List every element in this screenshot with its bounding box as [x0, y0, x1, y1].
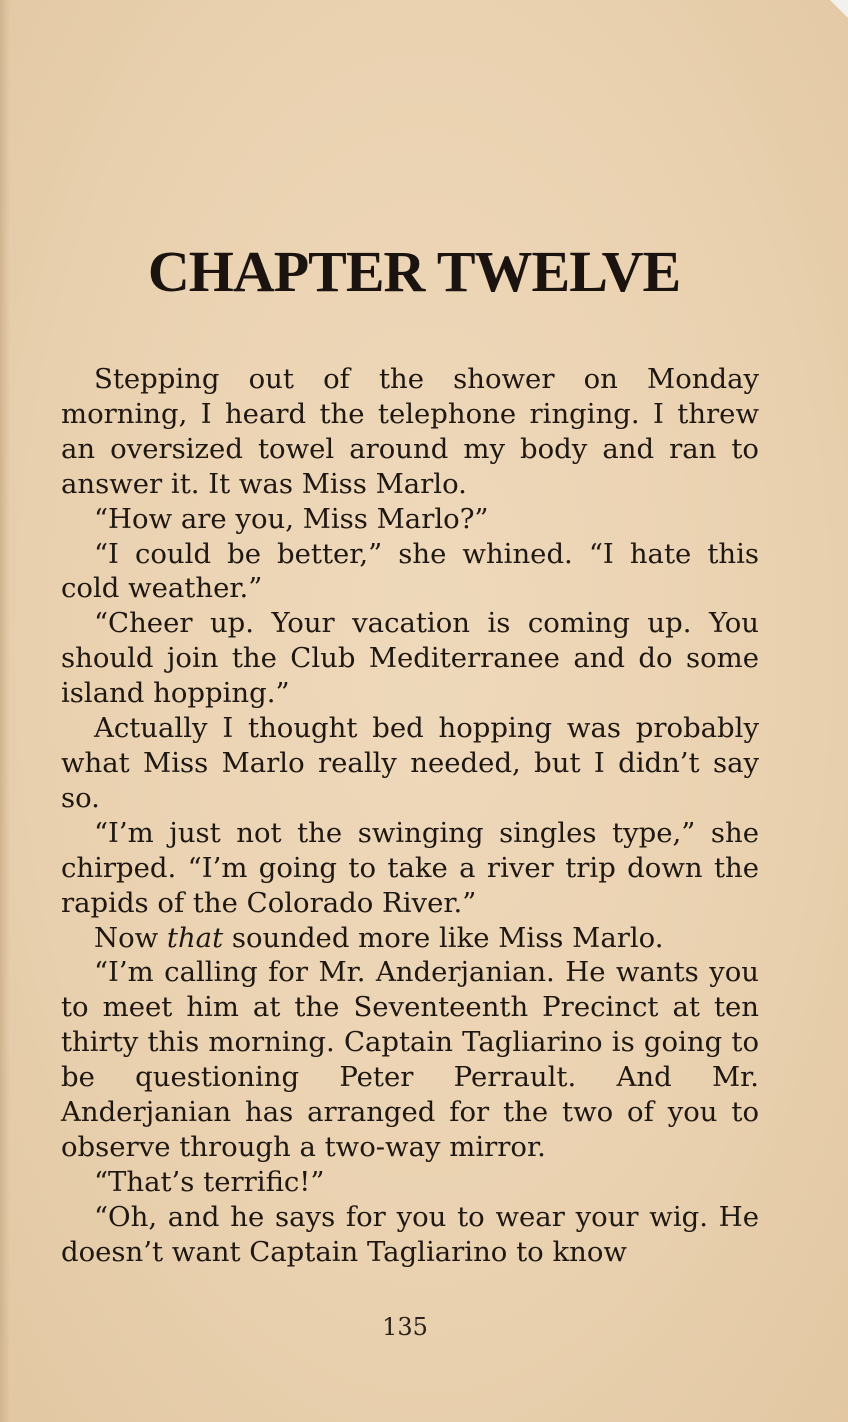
paragraph	[61, 537, 759, 607]
text-run: “How are you, Miss Marlo?”	[94, 502, 489, 535]
text-run: “I could be better,” she whined. “I hate this cold weather.”	[61, 537, 759, 605]
paragraph	[61, 1200, 759, 1270]
text-run: Now	[94, 921, 167, 954]
paragraph	[61, 362, 759, 502]
text-run: Stepping out of the shower on Monday morning, I heard the telephone ringing. I threw an oversized towel around my body and ran to answer it. It was Miss Marlo.	[61, 363, 759, 500]
text-run: “That’s terrific!”	[94, 1165, 325, 1198]
paragraph	[61, 921, 759, 956]
paragraph	[61, 816, 759, 921]
emphasis-text: that	[166, 921, 224, 954]
page-number: 135	[382, 1313, 428, 1341]
text-run: Actually I thought bed hopping was probably what Miss Marlo really needed, but I didn’t say so.	[61, 712, 759, 814]
text-run: “I’m calling for Mr. Anderjanian. He wants you to meet him at the Seventeenth Precinct at ten thirty this morning. Captain Tagliarino is going to be questioning Peter Perrault. And Mr. Anderjanian has arranged for the two of you to observe through a two-way mirror.	[61, 956, 759, 1163]
paragraph	[61, 955, 759, 1164]
paragraph	[61, 1165, 759, 1200]
text-run: “Cheer up. Your vacation is coming up. You should join the Club Mediterranee and do some island hopping.”	[61, 607, 759, 710]
paragraph	[61, 606, 759, 711]
paragraph	[61, 502, 759, 537]
chapter-title: CHAPTER TWELVE	[147, 239, 681, 304]
text-run: “Oh, and he says for you to wear your wig. He doesn’t want Captain Tagliarino to know	[61, 1200, 759, 1268]
paragraph	[61, 711, 759, 816]
page-corner	[830, 0, 848, 18]
chapter-body	[61, 362, 759, 1270]
page-binding-shadow	[0, 0, 10, 1422]
text-run: “I’m just not the swinging singles type,” she chirped. “I’m going to take a river trip down the rapids of the Colorado River.”	[61, 816, 759, 919]
text-run: sounded more like Miss Marlo.	[223, 921, 664, 954]
